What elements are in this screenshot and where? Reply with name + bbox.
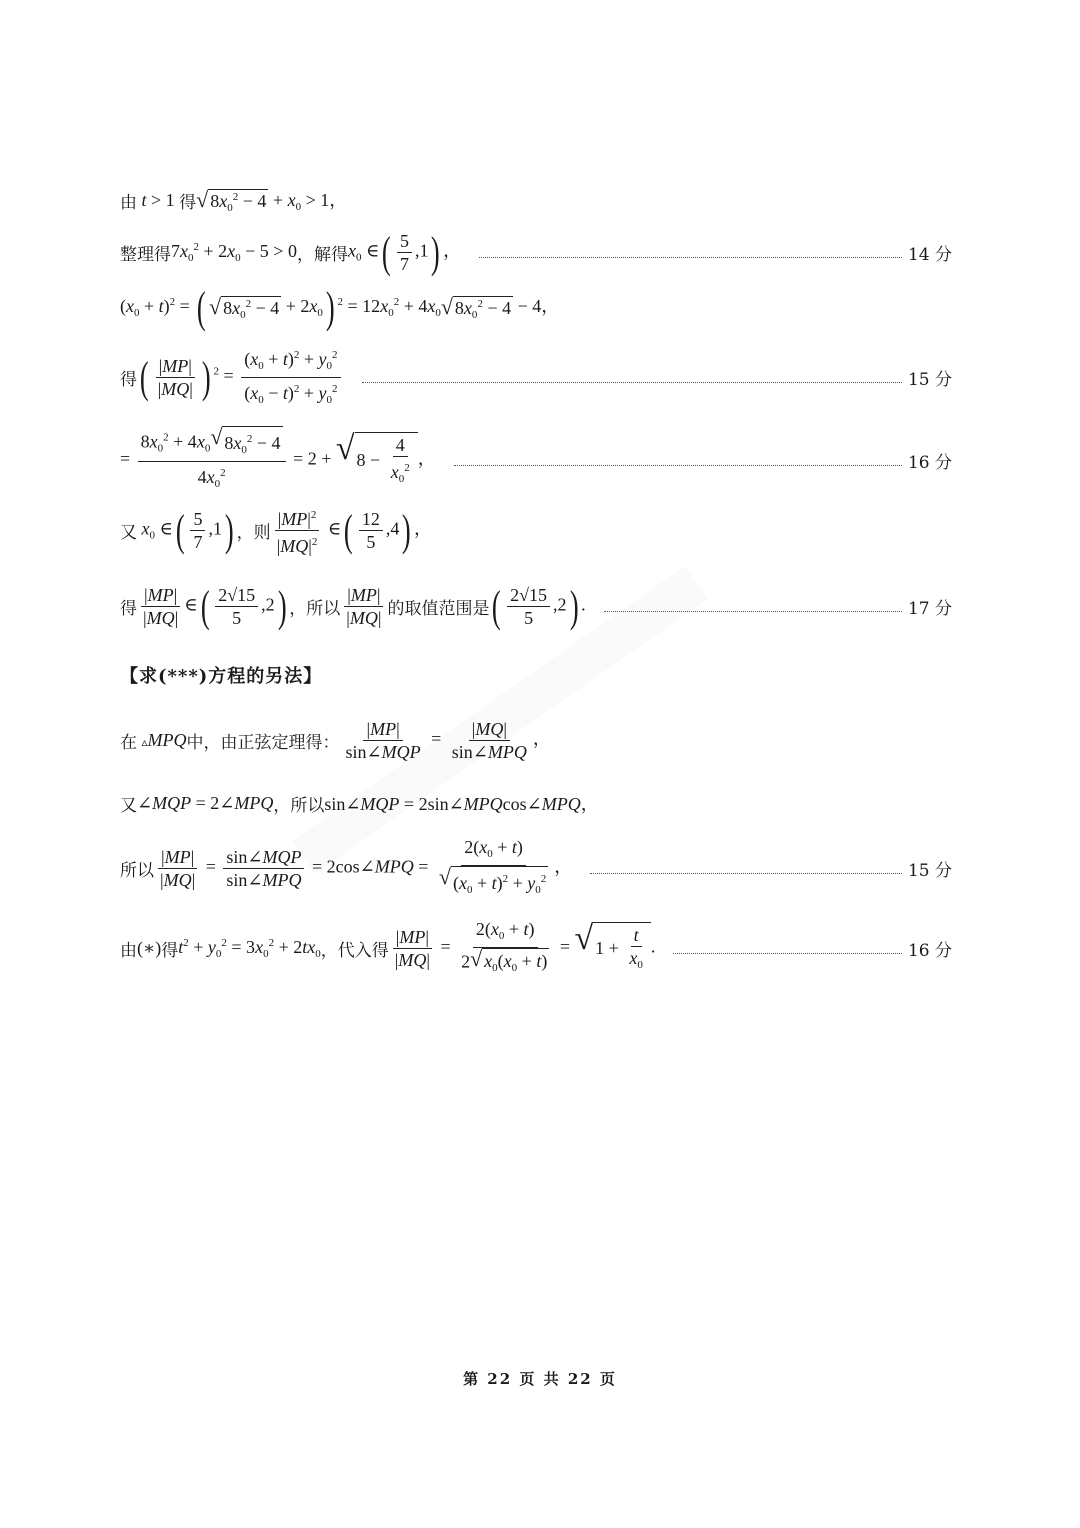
text: ，代入得 (320, 941, 389, 961)
text: 又 (120, 795, 137, 816)
text: ，所以 (273, 795, 325, 816)
text: 得 (179, 192, 197, 213)
score: 14 分 (907, 245, 952, 265)
leader-dots (590, 873, 902, 874)
text: 由 (120, 192, 137, 213)
leader-dots (479, 257, 902, 258)
text: 得 (120, 599, 137, 619)
line-12 (120, 918, 952, 979)
line-2 (120, 227, 952, 277)
math: $\frac{|MP|}{|MQ|}$ (346, 585, 382, 628)
text: 整理得 (120, 245, 171, 265)
math: $7x_0^2 + 2x_0 - 5 > 0$ (171, 241, 297, 264)
math: (∗) (137, 938, 162, 958)
math: $x_0$ ∈( $\frac{5}{7}$ ,1) ， (347, 227, 462, 277)
score: 15 分 (907, 861, 952, 881)
line-10 (120, 790, 952, 816)
line-1 (120, 186, 952, 214)
leader-dots (604, 611, 902, 612)
math: sin∠MQP = 2sin∠MPQcos∠MPQ， (324, 794, 599, 814)
line-3 (120, 283, 952, 332)
line-9 (120, 718, 952, 763)
math: $x_0$ ∈( $\frac{5}{7}$ ,1) (141, 505, 234, 555)
math: ( $\frac{2√15}{5}$ ,2) . (492, 581, 586, 631)
text: 得 (120, 370, 137, 390)
line-7 (120, 581, 952, 631)
leader-dots (362, 382, 902, 383)
text: 所以 (120, 861, 154, 881)
text: ，所以 (289, 599, 341, 619)
leader-dots (673, 953, 902, 954)
line-5 (120, 426, 952, 495)
leader-dots (454, 465, 902, 466)
math: ▵MPQ (141, 730, 187, 750)
math: $t^2 + y_0^2 = 3x_0^2 + 2tx_0$ (178, 937, 321, 960)
text: ，则 (236, 523, 271, 543)
text: 得 (161, 941, 179, 961)
text: 由 (120, 941, 137, 961)
line-4 (120, 344, 952, 411)
text: 中，由正弦定理得： (186, 733, 340, 753)
score: 16 分 (907, 941, 952, 961)
math: $\frac{|MP|}{|MQ|}$ = $\frac{\text{sin∠MQP}}{\text{sin∠MPQ}}$ = 2cos∠MPQ = $2(x_0 + t)$ √ $(x_0 + t)^2 + y_0^2$ ， (154, 836, 572, 901)
page-footer: 第 22 页 共 22 页 (463, 1370, 617, 1388)
math: t > 1 (141, 189, 180, 210)
math: $\frac{|MP|}{|MQ|}$ = $2(x_0 + t)$ 2 √ $x_0(x_0 + t)$ = √ 1 + $\frac{t}{x_0}$ . (389, 918, 656, 979)
score: 17 分 (907, 599, 952, 619)
math: $(x_0 + t)^2$ = ( √ $8x_0^2 - 4$ + $2x_0$) $^2 = 12x_0^2 + 4x_0$ √ $8x_0^2 - 4$ − 4， (120, 283, 560, 332)
text: 的取值范围是 (387, 599, 490, 619)
math: $\frac{|MP|}{\text{sin∠MQP}}$ = $\frac{|MQ|}{\text{sin∠MPQ}}$ ， (345, 719, 551, 762)
text: 又 (120, 523, 137, 543)
line-6 (120, 504, 952, 557)
math: $\frac{|MP|}{|MQ|}$ ∈( $\frac{2√15}{5}$ ,2) (143, 581, 287, 631)
score: 16 分 (907, 453, 952, 473)
math: ∠MQP = 2∠MPQ (137, 792, 274, 813)
math: $\frac{|MP|^2}{|MQ|^2}$ ∈( $\frac{12}{5}$ ,4) ， (276, 505, 432, 556)
math: √ $8x_0^2 - 4$ + $x_0 > 1$， (196, 187, 348, 215)
math: = $8x_0^2 + 4x_0$ √ $8x_0^2 - 4$ $4x_0^2$ = 2 + √ 8 − $\frac{4}{x_0^2}$ ， (120, 424, 436, 490)
score: 15 分 (907, 370, 952, 390)
text: ，解得 (296, 245, 348, 265)
line-11 (120, 836, 952, 901)
section-heading: 【求(***)方程的另法】 (120, 666, 323, 687)
text: 在 (120, 733, 137, 753)
math: ( $\frac{|MP|}{|MQ|}$ ) $^2$ = $\frac{(x_0 + t)^2 + y_0^2}{(x_0 - t)^2 + y_0^2}$ (137, 344, 344, 411)
